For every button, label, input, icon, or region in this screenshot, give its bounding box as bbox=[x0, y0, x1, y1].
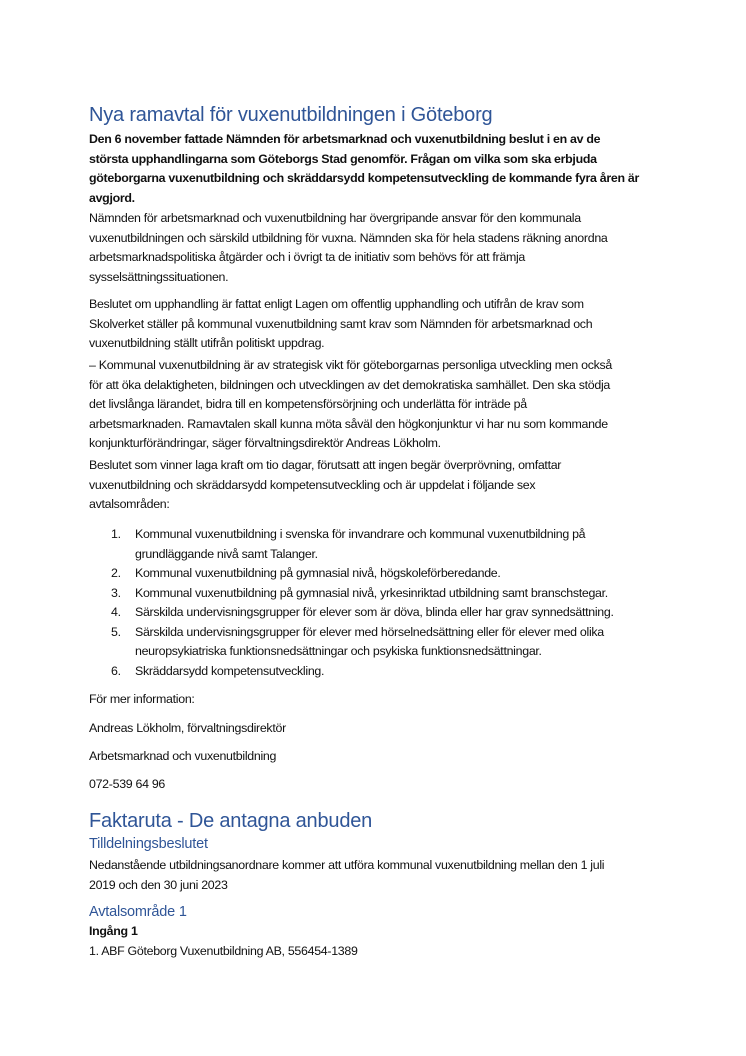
list-item bbox=[89, 623, 689, 662]
avtalsomraden-list bbox=[89, 525, 689, 681]
entry-title: Ingång 1 bbox=[89, 924, 138, 938]
fact-text: Nedanstående utbildningsanordnare kommer att utföra kommunal vuxenutbildning mellan den 1 juli 2019 och den 30 juni 2023 bbox=[89, 858, 605, 892]
list-number: 4. bbox=[111, 605, 121, 619]
list-number: 6. bbox=[111, 663, 121, 678]
lead-paragraph: Den 6 november fattade Nämnden för arbetsmarknad och vuxenutbildning beslut i en av de största upphandlingarna som Göteborgs Stad genomför. Frågan om vilka som ska erbjuda göteborgarna vuxenutbildning och skräddarsydd kompetensutveckling de kommande fyra åren är avgjord. bbox=[89, 132, 639, 205]
list-text: Skräddarsydd kompetensutveckling. bbox=[135, 663, 325, 678]
document-title: Nya ramavtal för vuxenutbildningen i Göteborg bbox=[89, 104, 493, 126]
list-item bbox=[89, 584, 689, 604]
area-title: Avtalsområde 1 bbox=[89, 904, 187, 920]
list-text: Särskilda undervisningsgrupper för elever som är döva, blinda eller har grav synnedsättning. bbox=[135, 605, 614, 619]
contact-phone: 072-539 64 96 bbox=[89, 777, 166, 791]
entry-item: 1. ABF Göteborg Vuxenutbildning AB, 556454-1389 bbox=[89, 944, 358, 958]
list-text: Särskilda undervisningsgrupper för elever med hörselnedsättning eller för elever med olika neuropsykiatriska funktionsnedsättningar och psykiska funktionsnedsättningar. bbox=[135, 624, 604, 658]
contact-name: Andreas Lökholm, förvaltningsdirektör bbox=[89, 721, 286, 735]
paragraph: Beslutet om upphandling är fattat enligt Lagen om offentlig upphandling och utifrån de krav som Skolverket ställer på kommunal vuxenutbildning samt krav som Nämnden för arbetsmarknad och vuxenutbildning ställt utifrån politiskt uppdrag. bbox=[89, 297, 593, 350]
contact-org: Arbetsmarknad och vuxenutbildning bbox=[89, 749, 277, 763]
fact-subtitle: Tilldelningsbeslutet bbox=[89, 836, 208, 852]
list-number: 5. bbox=[111, 624, 121, 639]
paragraph: Nämnden för arbetsmarknad och vuxenutbildning har övergripande ansvar för den kommunala vuxenutbildningen och särskild utbildning för vuxna. Nämnden ska för hela stadens räkning anordna arbetsmarknadspolitiska åtgärder och i övrigt ta de initiativ som behövs för att främja sysselsättningssituationen. bbox=[89, 211, 608, 284]
list-number: 2. bbox=[111, 566, 121, 580]
list-item bbox=[89, 564, 689, 584]
list-text: Kommunal vuxenutbildning på gymnasial nivå, högskoleförberedande. bbox=[135, 566, 501, 580]
paragraph: Beslutet som vinner laga kraft om tio dagar, förutsatt att ingen begär överprövning, omfattar vuxenutbildning och skräddarsydd kompetensutveckling och är uppdelat i följande sex avtalsområden: bbox=[89, 458, 562, 511]
list-number: 1. bbox=[111, 527, 121, 541]
list-number: 3. bbox=[111, 585, 121, 600]
list-item bbox=[89, 662, 689, 682]
list-item bbox=[89, 603, 689, 623]
fact-box-title: Faktaruta - De antagna anbuden bbox=[89, 810, 373, 832]
list-text: Kommunal vuxenutbildning på gymnasial nivå, yrkesinriktad utbildning samt branschstegar. bbox=[135, 585, 608, 600]
contact-intro: För mer information: bbox=[89, 692, 195, 706]
list-text: Kommunal vuxenutbildning i svenska för invandrare och kommunal vuxenutbildning på grundläggande nivå samt Talanger. bbox=[135, 527, 586, 561]
paragraph: – Kommunal vuxenutbildning är av strategisk vikt för göteborgarnas personliga utveckling men också för att öka delaktigheten, bildningen och utvecklingen av det demokratiska samhället. Den ska stödja det livslånga lärandet, bidra till en kompetensförsörjning och underlätta för inträde på arbetsmarknaden. Ramavtalen skall kunna möta såväl den högkonjunktur vi har nu som kommande konjunkturförändringar, säger förvaltningsdirektör Andreas Lökholm. bbox=[89, 358, 612, 450]
list-item bbox=[89, 525, 689, 564]
